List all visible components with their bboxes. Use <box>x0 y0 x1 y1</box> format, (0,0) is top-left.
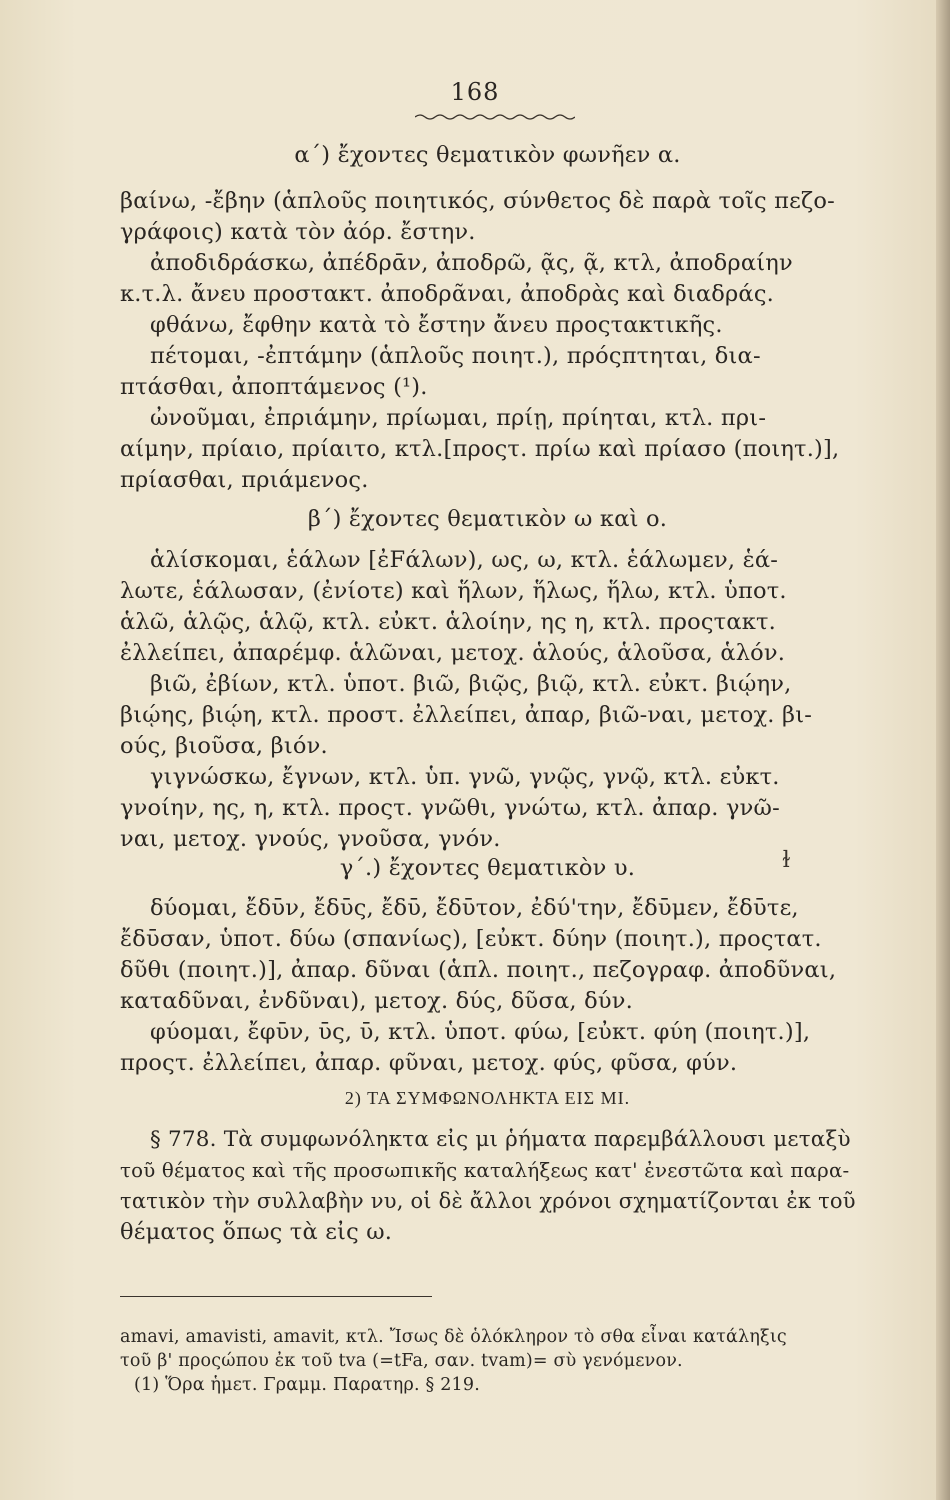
text-line: βιῴης, βιῴη, κτλ. προστ. ἐλλείπει, ἀπαρ, βιῶ-ναι, μετοχ. βι- <box>120 702 813 728</box>
heading-section-2: 2) ΤΑ ΣΥΜΦΩΝΟΛΗΚΤΑ ΕΙΣ ΜΙ. <box>344 1088 631 1108</box>
text-line: τατικὸν τὴν συλλαβὴν νυ, οἱ δὲ ἄλλοι χρόνοι σχηματίζονται ἐκ τοῦ <box>120 1189 856 1213</box>
footnote-line: (1) Ὅρα ἡμετ. Γραμμ. Παρατηρ. § 219. <box>134 1375 480 1395</box>
text-line: ἀποδιδράσκω, ἀπέδρᾱν, ἀποδρῶ, ᾷς, ᾷ, κτλ, ἀποδραίην <box>150 250 793 276</box>
footnote-line: τοῦ β' προςώπου ἐκ τοῦ tva (=tFa, σαν. tvam)= σὺ γενόμενον. <box>120 1351 683 1371</box>
text-line: αίμην, πρίαιο, πρίαιτο, κτλ.[προςτ. πρίω καὶ πρίασο (ποιητ.)], <box>120 436 840 462</box>
text-line: προςτ. ἐλλείπει, ἀπαρ. φῦναι, μετοχ. φύς, φῦσα, φύν. <box>120 1050 738 1076</box>
text-line: πέτομαι, -ἐπτάμην (ἁπλοῦς ποιητ.), πρόςπτηται, δια- <box>150 343 761 369</box>
text-line: πτάσθαι, ἀποπτάμενος (¹). <box>120 374 428 400</box>
text-line: ἁλῶ, ἁλῷς, ἁλῷ, κτλ. εὐκτ. ἁλοίην, ης η, κτλ. προςτακτ. <box>120 609 776 635</box>
text-line: ἔδῡσαν, ὑποτ. δύω (σπανίως), [εὐκτ. δύην (ποιητ.), προςτατ. <box>120 926 822 952</box>
text-line: λωτε, ἑάλωσαν, (ἐνίοτε) καὶ ἥλων, ἥλως, ἥλω, κτλ. ὑποτ. <box>120 578 787 604</box>
text-line: γνοίην, ης, η, κτλ. προςτ. γνῶθι, γνώτω, κτλ. ἀπαρ. γνῶ- <box>120 795 780 821</box>
paragraph-778 <box>120 1124 855 1248</box>
block-alpha <box>120 186 855 496</box>
text-line: ἁλίσκομαι, ἑάλων [ἐFάλων), ως, ω, κτλ. ἑάλωμεν, ἑά- <box>150 547 779 573</box>
text-line: δῦθι (ποιητ.)], ἀπαρ. δῦναι (ἁπλ. ποιητ., πεζογραφ. ἀποδῦναι, <box>120 957 837 983</box>
text-line: τοῦ θέματος καὶ τῆς προσωπικῆς καταλήξεως κατ' ἐνεστῶτα καὶ παρα- <box>120 1159 850 1182</box>
text-line: ἐλλείπει, ἀπαρέμφ. ἁλῶναι, μετοχ. ἁλούς, ἁλοῦσα, ἁλόν. <box>120 640 786 666</box>
text-line: γιγνώσκω, ἔγνων, κτλ. ὑπ. γνῶ, γνῷς, γνῷ, κτλ. εὐκτ. <box>150 764 780 790</box>
heading-alpha: α΄) ἔχοντες θεματικὸν φωνῆεν α. <box>294 142 681 168</box>
page-number: 168 <box>450 78 500 106</box>
block-beta <box>120 545 855 855</box>
footnote-line: amavi, amavisti, amavit, κτλ. Ἴσως δὲ ὁλόκληρον τὸ σθα εἶναι κατάληξις <box>120 1327 787 1347</box>
footnotes <box>120 1325 855 1397</box>
text-line: φύομαι, ἔφῡν, ῡς, ῡ, κτλ. ὑποτ. φύω, [εὐκτ. φύη (ποιητ.)], <box>150 1019 811 1045</box>
text-line: πρίασθαι, πριάμενος. <box>120 467 369 493</box>
text-line: βιῶ, ἐβίων, κτλ. ὑποτ. βιῶ, βιῷς, βιῷ, κτλ. εὐκτ. βιῴην, <box>150 671 792 697</box>
heading-gamma: γ΄.) ἔχοντες θεματικὸν υ. <box>339 855 636 881</box>
text-line: γράφοις) κατὰ τὸν ἀόρ. ἔστην. <box>120 219 476 245</box>
text-line: καταδῦναι, ἐνδῦναι), μετοχ. δύς, δῦσα, δύν. <box>120 988 633 1014</box>
page-edge-shadow <box>936 0 950 1500</box>
block-gamma <box>120 893 855 1079</box>
ornament-wavy-rule <box>415 112 575 122</box>
heading-beta: β΄) ἔχοντες θεματικὸν ω καὶ ο. <box>307 506 668 532</box>
text-line: § 778. Τὰ συμφωνόληκτα εἰς μι ῥήματα παρεμβάλλουσι μεταξὺ <box>150 1127 851 1152</box>
text-line: ούς, βιοῦσα, βιόν. <box>120 733 328 759</box>
text-line: ναι, μετοχ. γνούς, γνοῦσα, γνόν. <box>120 826 501 852</box>
footnote-rule <box>120 1296 432 1297</box>
text-line: θέματος ὅπως τὰ εἰς ω. <box>120 1219 393 1245</box>
pen-mark: ɫ <box>782 848 791 873</box>
text-line: ὠνοῦμαι, ἐπριάμην, πρίωμαι, πρίῃ, πρίηται, κτλ. πρι- <box>150 405 767 431</box>
text-line: βαίνω, -ἔβην (ἁπλοῦς ποιητικός, σύνθετος δὲ παρὰ τοῖς πεζο- <box>120 188 835 214</box>
text-line: φθάνω, ἔφθην κατὰ τὸ ἔστην ἄνευ προςτακτικῆς. <box>150 312 723 338</box>
text-line: δύομαι, ἔδῡν, ἔδῡς, ἔδῡ, ἔδῡτον, ἐδύ'την, ἔδῡμεν, ἔδῡτε, <box>150 895 799 921</box>
text-line: κ.τ.λ. ἄνευ προστακτ. ἀποδρᾶναι, ἀποδρὰς καὶ διαδράς. <box>120 281 774 307</box>
